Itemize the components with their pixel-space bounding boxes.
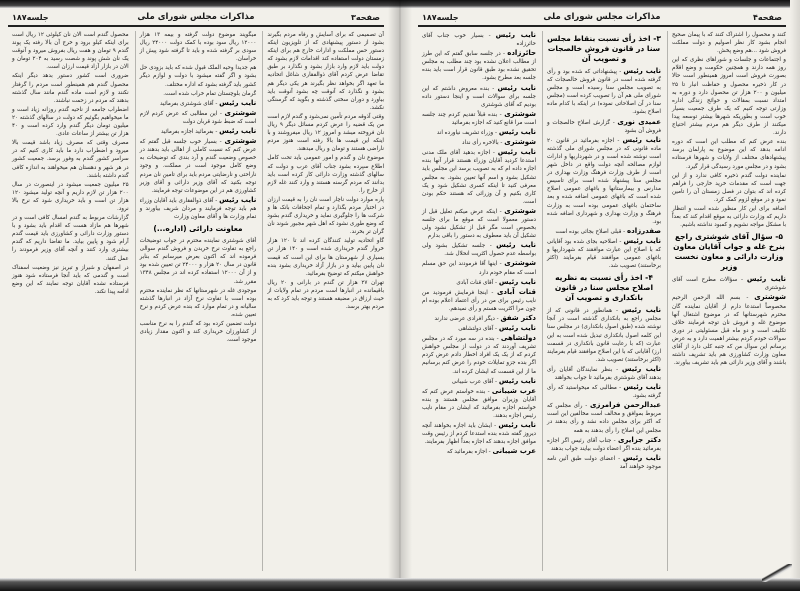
- speaker-separator: -: [740, 295, 755, 302]
- speaker-paragraph: [422, 241, 536, 258]
- speaker-name: نایب رئیس: [623, 67, 661, 75]
- speech-text: آقای دولتشاهی: [458, 326, 494, 333]
- speaker-paragraph: [422, 324, 536, 333]
- speaker-name: شوشتری: [504, 259, 536, 268]
- speaker-paragraph: [422, 314, 536, 323]
- body-paragraph: اضافه برای این کار منظور شده است و انتظار داریم که وزارت دارائی به موقع اقدام کند که بعداً با مشکل مواجه نشویم و کمبود نداشته باشیم.: [672, 205, 786, 229]
- speaker-paragraph: [422, 207, 536, 240]
- speaker-separator: -: [494, 336, 501, 343]
- speech-text: بنده خواستم عرض کنم که آقایان وزیران موافق مجلس هستند و بنده خواستم اجازه بفرمائید که ایشان در مقام نایب رئیس اجازه بدهند.: [422, 388, 536, 420]
- scan-top-edge: [0, 0, 800, 8]
- speaker-paragraph: [547, 383, 661, 400]
- speaker-paragraph: [422, 49, 536, 82]
- speech-text: آقای شوشتری بفرمائید: [159, 100, 214, 107]
- speaker-name: دکتر شفق: [500, 314, 536, 322]
- body-paragraph: محصول گندم است الان نان کیلوئی ۱۲ ریال است برای اینکه کیلو برود و خرج آن بالا رفته یک پوند گندم ۹ تومان و هفت ریال بفروش میرود و آنوقت یک نان شش پوند و شصت رسید به ۲۰۴ تومان و الان در بازار آزاد قیمت ارزان است.: [11, 32, 129, 71]
- speaker-separator: -: [610, 119, 618, 126]
- section-heading: معاونت دارائی (اداره...): [153, 224, 243, 234]
- text-column: [135, 31, 257, 571]
- speaker-paragraph: [547, 306, 661, 364]
- text-columns: [4, 31, 388, 571]
- speaker-separator: -: [614, 137, 623, 144]
- text-column: [8, 31, 129, 571]
- speaker-name: عمیدی نوری: [617, 117, 661, 126]
- speaker-paragraph: [422, 110, 536, 127]
- speaker-separator: -: [485, 243, 497, 250]
- speaker-paragraph: [422, 259, 536, 276]
- speaker-name: عرب شیبانی: [492, 447, 536, 456]
- speaker-name: نایب رئیس: [497, 148, 536, 157]
- speech-text: بسیار خوب جلسه قبل گفتم که عرض کنم که نسبت کاملی از اهالی باید بدهند در خصوص وضعیت گندم و آرد بندی که توضیحات به وضع کامل موجود است در مملکت. و وجود ناراحتی و نارضایتی مردم باید برای تامین نان مردم توجه بکنید که آقای وزیر دارائی و آقای وزیر کشاورزی هم در این موضوعات توجه فرمایند.: [139, 139, 257, 194]
- speaker-name: نایب رئیس: [498, 376, 536, 385]
- body-paragraph: کنند و محصول را اشتراک کنند که با پیمان صحیح انجام بشود کار نظر اصولیم و دولت مملکت فروش شود ...هم وضع پخش.: [672, 32, 786, 55]
- speaker-paragraph: [547, 454, 661, 471]
- speaker-paragraph: [422, 31, 536, 48]
- speaker-name: حائرزاده: [507, 49, 536, 58]
- speaker-paragraph: [547, 67, 661, 117]
- speaker-separator: -: [737, 277, 747, 284]
- speech-text: اصلاحیه بجای شده بود آقایانی که با اصلاح این عبارت موافقند که شهرداریها و باغهای عمومی موافقند قیام بفرمایند (اکثر برخاستند) تصویب شد.: [547, 238, 661, 270]
- speaker-paragraph: [422, 334, 536, 375]
- speaker-name: نایب رئیس: [498, 324, 536, 333]
- speech-text: آقای قنات آبادی: [456, 279, 494, 286]
- speaker-name: دکتر جزایری: [617, 435, 661, 444]
- speaker-separator: -: [486, 449, 493, 456]
- speaker-separator: -: [493, 326, 499, 333]
- scan-bottom-edge: [0, 578, 800, 591]
- speaker-separator: -: [497, 208, 505, 215]
- page-title: مذاکرات مجلس شورای ملی: [137, 12, 255, 22]
- speaker-paragraph: [422, 447, 536, 456]
- text-column: [667, 31, 786, 571]
- speaker-paragraph: [547, 237, 661, 270]
- speech-text: بنده معروض داشتم که این جلسه برای سوالات است و اینجا دستور داده بودیم که آقای شوشتری: [422, 85, 536, 108]
- speech-text: آقای ذوالفقاری باید آقایان وزراء هم باید توجه فرمایند و مردان شریف بیاورند و تمام وزارت ها و آقای معاون وزارت: [139, 197, 257, 220]
- speaker-name: دولتشاهی: [500, 334, 536, 343]
- speech-text: اینها آقا فرمودند این حق مسلم است که مقام خودم دارد: [422, 261, 536, 276]
- speaker-separator: -: [612, 366, 622, 373]
- speaker-separator: -: [611, 437, 618, 444]
- speaker-separator: -: [612, 308, 622, 315]
- speaker-paragraph: [547, 365, 661, 382]
- speaker-separator: -: [616, 385, 624, 392]
- header-rule: [418, 25, 786, 27]
- page-header: [4, 10, 388, 24]
- speaker-separator: -: [582, 403, 590, 410]
- speaker-paragraph: [422, 278, 536, 287]
- body-paragraph: اضطراب جامعه از ناحیه گندم روزانه زیاد است و ما میخواهیم بگوئیم که دولت در سالهای گذشته ۲۰ میلیون تومان دیگر گندم وارد کرده است و ۴۰ هزار تن بیشتر از ساعات عادی.: [11, 106, 129, 138]
- section-heading: ۳- اخذ رأی نسبت بنقاط مجلس سنا در قانون فروش خالصجات و تصویب آن: [547, 34, 661, 63]
- body-paragraph: دولت تضمین کرده بود که گندم را به نرخ مناسب از کشاورزان خریداری کند و اکنون مقدار زیادی موجود است.: [139, 321, 257, 344]
- body-paragraph: بنده عرض کنم که مطلب این است که دوره ادامه بدهد که این موضوع به پارلمان برسد پیشنهادهای مختلف از ولایات و شهرها فرستاده بشود و در مجلس مورد رسیدگی قرار گیرد.: [672, 139, 786, 170]
- speaker-separator: -: [490, 150, 498, 157]
- speaker-separator: -: [498, 140, 505, 147]
- text-column: [542, 31, 661, 571]
- speaker-name: نایب رئیس: [219, 98, 257, 107]
- speaker-separator: -: [621, 228, 627, 235]
- text-columns: [414, 31, 790, 571]
- speaker-separator: -: [487, 289, 497, 296]
- speaker-name: شوشتری: [754, 293, 786, 302]
- body-paragraph: گرمان بلوچستان تمام خراب شده است.: [163, 90, 257, 97]
- speaker-paragraph: [672, 275, 786, 292]
- page-header: [414, 10, 790, 24]
- scan-right-margin: [790, 0, 800, 591]
- speaker-paragraph: [422, 138, 536, 147]
- body-paragraph: آقای شوشتری نماینده محترم در جواب توضیحات راجع به تفاوت نرخ خریدن و فروش گندم سوالی فرموده اند که اکنون بعرض میرسانم که بنابر قانون در سال ۲۰ هزار و ۲۴۰۰۰ تن تعیین شده بود و از آن ۱۲۰۰۰ استفاده کرده اند در مجلس ۱۳۴۸ مقرر شد.: [139, 238, 257, 285]
- speaker-separator: -: [493, 279, 499, 286]
- text-column: [262, 31, 384, 571]
- speech-text: آقای عرب شیبانی: [451, 378, 494, 385]
- speaker-name: نایب رئیس: [498, 128, 536, 137]
- speaker-paragraph: [140, 127, 257, 136]
- speaker-name: نایب رئیس: [498, 277, 536, 286]
- speech-text: این مطالبی که عرض کردم لازم است که ضبط شود قربان دولت: [139, 110, 257, 125]
- speaker-name: صفدرزاده: [626, 226, 661, 235]
- speaker-separator: -: [491, 423, 499, 430]
- body-paragraph: گزارشات مربوط به گندم امسال کافی است و در شهرها هم مازاد هست که اقدام باید بشود و با دستور وزارت دارائی و کشاورزی باید قیمت گندم آرام شود و پایین بیاید. ما تقاضا داریم که گندم بیشتری وارد کنند و آنچه آقای وزیر فرمودند را عمل کنند.: [11, 215, 129, 262]
- speaker-separator: -: [217, 110, 225, 117]
- speaker-paragraph: [422, 128, 536, 137]
- speaker-name: نایب رئیس: [498, 421, 536, 430]
- speaker-separator: -: [213, 129, 220, 136]
- speaker-paragraph: [547, 136, 661, 226]
- body-paragraph: مصرف وقتی که مصرف زیاد باشد قیمت بالا میرود و اضطراب دارد ما باید کاری کنیم که در سراسر کشور گندم به وفور برسد. جمعیت کشور در هر شهر و دهستان هم میخواهند به اندازه کافی گندم داشته باشند.: [11, 140, 129, 179]
- header-rule: [8, 25, 384, 27]
- speech-text: مطالبی که میخواستید که رأی گرفته بشود.: [547, 385, 661, 400]
- speech-text: بفرمائید اجازه بفرمائید: [160, 129, 214, 136]
- body-paragraph: وقتی آذوقه مردم تأمین نمی‌شود و گندم لازم است من یک قضیه را عرض کردم مسائل دیگر ۹ ریال نان فروخته میشد و امروز ۱۲ ریال میفروشند و با اینکه این قیمت ها بالا رفته است هنوز مردم ناراضی هستند و تومان و ریال میدهند.: [267, 113, 384, 153]
- speech-text: اعضای دولت طبق آئین نامه موجود خواهند آمد: [547, 455, 661, 470]
- speaker-paragraph: [547, 401, 661, 434]
- speaker-name: نایب رئیس: [622, 453, 661, 462]
- section-heading: ۴- اخذ رأی نسبت به نظریه اصلاح مجلس سنا در قانون بانکداری و تصویب آن: [554, 273, 654, 303]
- session-number: جلسه۱۸۷: [12, 12, 49, 22]
- speech-text: ایشان باید اجازه بخواهند آنچه دیروز گفته شده بنده استدعا کردم از رئیس وقت موافق اجازه بدهند که اجازه بعداً اظهار بفرمایند.: [422, 423, 536, 446]
- speech-text: در جلسه سابق گفتم که این طرز از مطالب اعلان نشده بود چند مطلب به مجلس تحقیق نشده بود طبق قانون قرار است باید بنده جلسه بعد مطرح بشود.: [422, 51, 536, 82]
- speech-text: اجازه بفرمائید که: [446, 449, 487, 456]
- page-title: مذاکرات مجلس شورای ملی: [543, 12, 661, 22]
- speaker-separator: -: [497, 111, 505, 118]
- speaker-paragraph: [140, 109, 257, 126]
- speaker-name: نایب رئیس: [623, 383, 661, 392]
- body-paragraph: ضروری است کشور دستور بدهد دیگر اینکه محصول گندم هم همینطور است مردم را گرفتار نکنند و لازم است ماده گندم مانند سال گذشته بدهند که مردم در زحمت نباشند.: [11, 73, 129, 104]
- body-paragraph: نماینده دولت گندم ذخیره کافی ندارد و از این جهت است که مقدمات خرید خارجی را فراهم کرده اند که بتوان در فصل زمستان آن را تامین نمود و در موقع لزوم کمک کرد.: [672, 172, 786, 203]
- speech-text: جناب آقای رئیس اگر اجازه بفرمائید بنده اگر اعضاء دولت بیایند جواب بدهند: [547, 437, 661, 452]
- speaker-name: نایب رئیس: [497, 83, 536, 92]
- body-paragraph: موجودی غله در شهرستانها که نظر نماینده محترم بوده است با تفاوت نرخ آزاد در انبارها گذشته سالیانه و در تمام موارد که بنده عرض کردم و نرخ تعیین شده.: [139, 287, 257, 318]
- speaker-name: نایب رئیس: [623, 236, 661, 245]
- page-left: [4, 10, 388, 575]
- speaker-name: نایب رئیس: [621, 306, 661, 315]
- speaker-paragraph: [547, 227, 661, 236]
- speaker-name: شوشتری: [224, 108, 257, 117]
- speaker-name: عرب شیبانی: [491, 386, 536, 395]
- speaker-name: شوشتری: [504, 206, 536, 215]
- speaker-separator: -: [493, 130, 499, 137]
- body-paragraph: در اصفهان و شیراز و تبریز نیز وضعیت اسفناک است و گندمی که باید آنجا فرستاده شود هنوز فرستاده نشده آقایان توجه نمایند که این وضع ادامه پیدا نکند.: [11, 264, 129, 295]
- speaker-separator: -: [485, 388, 492, 395]
- speaker-separator: -: [616, 69, 624, 75]
- speech-text: قبلی اصلاح بجائی بوده است: [555, 228, 622, 235]
- page-number: صفحه۳: [351, 12, 380, 22]
- speaker-paragraph: [422, 84, 536, 109]
- speaker-name: نایب رئیس: [746, 275, 786, 284]
- speech-text: پیشنهاداتی که شده بود و رأی گرفته شده است در قانون فروش خالصجات که به تصویب مجلس سنا رسیده است و مجلس شورای ملی هم آن را تصویب کرده است (مجلس سنا در آن اصلاحاتی نموده) در اینکه با کدام ماده اصلاح بشود.: [547, 69, 661, 116]
- body-paragraph: و اجتماعات و جلسات و شوراهای نظری که این روز همه دارند و همچنین حکومت و وضع اقلام بصورت فروش است امروز همینطور است حالا در کار ذخیره محصول و حفاظت انبار تا ۲۵ میلیون و ۲۰۰ هزار تن محصول دارد و دوره به امتداد نسبت بمقالات و حوائج زندگی اداره وزارتی توجه کنیم که یک طرف جمعیت بسیار خوب است و بطوریکه شهرها بیشتر توسعه پیدا میکنند از طرف دیگر هم مردم بیشتر احتیاج دارند.: [672, 57, 786, 137]
- body-paragraph: آن تصمیمی که برای آسایش و رفاه مردم بگیرند بشود از دستور پیشنهادی که از تلویزیون اینکه دستور حس مملکت و ادارات خارج هم برای اینکه زمستان دولت استفاده کند اقدامات لازم بشود که دولت باید لازم وارد بازار بشود و نگذارد بر طبق تقاضا عرض کردم آقای ذوالفقاری شاغل اتحادیه ما تعهد اگر بخواهد نظر بگیرند هر یکی دیگر هم بشود و نگذارد که آنوقت چه بشود آنوقت باید بیاورد و دوران سختی گذشته و بگوید که گرسنگی نکشد.: [267, 32, 384, 111]
- speaker-name: شوشتری: [224, 137, 257, 146]
- speaker-paragraph: [547, 436, 661, 453]
- speech-text: اینجا فرمایش فرمودید من نایب رئیس برای من در رأی اعتماد اعلام بوده ام چون مرا اکثریت هستم و رأی نمیدهم.: [422, 289, 536, 312]
- speaker-separator: -: [483, 33, 496, 39]
- speaker-paragraph: [672, 293, 786, 367]
- speaker-separator: -: [615, 455, 623, 462]
- speaker-name: قنات آبادی: [497, 287, 536, 296]
- body-paragraph: پاره موارد دولت ناچار است نان را به قیمت ارزان در اختیار مردم بگذارد و تمام اجحافات بانک ها و شرکت ها را جلوگیری نماید و خریداری گندم بشود که وضع طوری نشود که اهل شهر مجبور شوند نان گران تر بخرند.: [267, 196, 384, 236]
- speech-text: جلسه تشکیل بشود ولی بواسطه عدم حصول اکثریت انحلال شد.: [422, 243, 536, 258]
- speech-text: همانطور در قانونی که از مجلس راجع به بانکداری گذشته است در آنجا نوشته شده (طبق اصول بانکداری) در مجلس سنا این کلمه اصول بانکداری تبدیل شده است به این عبارت (که با رعایت قانون بانکداری در قسمت ارز) آقایانی که با این اصلاح موافقند قیام بفرمایند (اکثر برخاستند) تصویب شد.: [547, 308, 661, 363]
- speaker-separator: -: [617, 238, 624, 245]
- page-number: صفحه۴: [753, 12, 782, 22]
- speech-text: بسم الله الرحمن الرحیم مخصوصاً استدعا دارم از آقایان نماینده گان محترم شهرستانها که در موضوع اشتغال آنها موضوع غله و فروش نان توجه فرمایند خلاف تکلیف است و دو ماه قبل مسئولیتی در دوری سوالات خودم کردم بیشتر اهمیت دارد و به عرض برسانم این سوال من که جنبه کلی دارد از آقای معاون وزارت کشاورزی هم باید تشریف داشته باشند و آقای وزیر دارائی هم باید تشریف بیاورند.: [672, 295, 786, 367]
- speaker-paragraph: [422, 148, 536, 206]
- speech-text: بنده قبلاً تقدیم کردم چند جلسه است مرا قانع کنید که اجازه بفرمائید: [422, 111, 536, 126]
- speaker-name: نایب رئیس: [219, 195, 257, 204]
- speech-text: اینکه عرض میکنم تعلیل قبل از دستور معمولا است که موقع ما برای جلسه بخصوص است مگر قبل از تشکیل نشود ولی تشکیل آن باید معطوف به دستور را باقی بدارم: [422, 208, 536, 240]
- body-paragraph: گاو اتحادیه تولید کنندگان کرده اند تا ۱۲۰ هزار خروار گندم خریداری شده است و ۱۴۰ هزار تن بسیاری از شهرستان ها برای این است که قیمت نان پایین بیاید و در بازار آزاد خریداری بشود بنده خواهش میکنم که توضیح بفرمائید.: [267, 238, 384, 277]
- speaker-name: نایب رئیس: [621, 364, 661, 373]
- section-heading: ۵- سؤال آقای شوشتری راجع بنرخ غله و جواب آقایان معاون وزارت دارائی و معاون نخست وزیر: [673, 232, 785, 272]
- body-paragraph: میگویند موضوع دولت گرفته و بیمه ۱۳ هزار ۱۲۰۰۰ ریال سود بوده با کمک دولت ۲۴۰۰۰ ریال سودی بر گرفته شده و باید تا گرفته شود پیش از خراسان.: [139, 32, 257, 63]
- speaker-name: شوشتری: [504, 138, 536, 147]
- binding-gutter: [388, 0, 412, 591]
- speaker-paragraph: [422, 421, 536, 446]
- speaker-separator: -: [216, 139, 225, 146]
- speaker-name: شوشتری: [504, 109, 536, 118]
- speech-text: اجازه بفرمائید در قانون ۲۰ ماده قانونی که در مجلس شورای ملی گذشته است نوشته شده است و در شهرداریها و ادارات لوازم مصالحه آنچه دولت واقع در داخل شهر است از طرف وزارت فرهنگ وزارت بهداری در مجلس سنا پیشنهاد شده است برای تاسیس مدارس و بیمارستانها و باغهای عمومی اصلاح شده است که باغهای عمومی اضافه شده و بعد ساختمان باغهای عمومی بوده است به وزارت فرهنگ و وزارت بهداری و شهرداری اضافه شده بود.: [547, 137, 661, 225]
- speaker-separator: -: [213, 100, 220, 107]
- body-paragraph: ۲۵ میلیون جمعیت میشود در اینصورت در سال ۲۰۰ هزار تن لازم داریم و آنچه تولید میشود ۱۲۰ هزار تن است و باید خریداری شود که نرخ بالا نرود.: [11, 181, 129, 212]
- speaker-name: نایب رئیس: [219, 127, 257, 136]
- speech-text: بنظر نمایندگان آقایان رأی بدهند آقای شوشتری بفرمائید تا جواب بخواهند: [547, 366, 661, 381]
- speaker-paragraph: [547, 118, 661, 135]
- speech-text: رأی مجلس که مربوط بموافق و مخالف است مخالفین این است که اکثر برای مجلس داده نشد و رأی بدهند در مجلس این اصلاح را رأی بدهند به همه: [547, 403, 661, 434]
- speaker-separator: -: [489, 85, 498, 92]
- page-right: [414, 10, 790, 575]
- speaker-separator: -: [213, 197, 220, 204]
- speech-text: بسیار خوب جناب آقای حائرزاده: [422, 33, 536, 48]
- speech-text: وزراء تشریف نیاورده اند: [436, 130, 494, 137]
- body-paragraph: هم جدیدا وحیه الملک قبول شده که باید بزودی حل بشود و اگر گفته میشود با دولت و لوازم دیگر کشور باید گرفته بشود که اداره مختلف.: [139, 65, 257, 88]
- speech-text: گزارش اصلاح خالصجات و فروش آن بشود: [547, 119, 661, 134]
- speech-text: سؤالات مطرح است آقای شوشتری: [672, 277, 786, 292]
- speaker-paragraph: [422, 288, 536, 313]
- speaker-name: نایب رئیس: [496, 241, 536, 250]
- speaker-name: نایب رئیس: [495, 31, 536, 39]
- speech-text: بالاخره رأی نداد: [461, 140, 499, 147]
- body-paragraph: تهران ۲۷ هزار تن گندم در بارانی و ۲۰ ریال باقیمانده در انبارها است مردم در تمام ولایات از حیث ارزاق در مضیقه هستند و توجه باید کرد که به مردم بهتر برسد.: [267, 279, 384, 311]
- body-paragraph: موضوع نان و گندم و امور عمومی باید تحت کامل اطلاع سپرده بشود جناب آقای عرب و دولت که سالهای گذشته وزارت دارائی کار کرده است باید بدانند که مردم گرسنه هستند و وارد کنند غله لازم از خارج را.: [267, 155, 384, 194]
- speaker-paragraph: [422, 387, 536, 420]
- speech-text: بنده در سه مورد که در مجلس تشریف آوردند که در دولت از مجلس خواهش کردم که از یک یک افراد اخطار دادم عرض کردم اگر بنده جزو تمایلات خودم را عرض کنم برسانیم ما از این قسمت که ایشان کرده اند.: [422, 336, 536, 375]
- speaker-separator: -: [494, 316, 501, 322]
- speaker-name: نایب رئیس: [622, 135, 661, 144]
- speaker-paragraph: [422, 377, 536, 386]
- speech-text: دیگر افرادی عرضی ندارند: [434, 316, 495, 322]
- speaker-paragraph: [140, 196, 257, 221]
- speaker-paragraph: [140, 99, 257, 108]
- speaker-separator: -: [497, 261, 505, 268]
- speaker-separator: -: [500, 51, 508, 58]
- speech-text: اجازه بدهید آقای ملک مدنی استدعا کردید آقایان وزراء هستند قرار آنها بنده اجازه داده ام که به تصویب برسد این مجلس باید تشکیل بشود و اسم آنها تعیین بشود. به مجلس معرفی کنید تا اینکه کسری تشکیل شود و یک کاری بکنیم و آن وزرائی که هستند حکم بودن است.: [422, 150, 536, 205]
- speaker-name: عبدالرحمن فرامرزی: [590, 401, 661, 410]
- speaker-separator: -: [493, 378, 499, 385]
- session-number: جلسه۱۸۷: [422, 12, 459, 22]
- speaker-paragraph: [140, 137, 257, 195]
- text-column: [418, 31, 536, 571]
